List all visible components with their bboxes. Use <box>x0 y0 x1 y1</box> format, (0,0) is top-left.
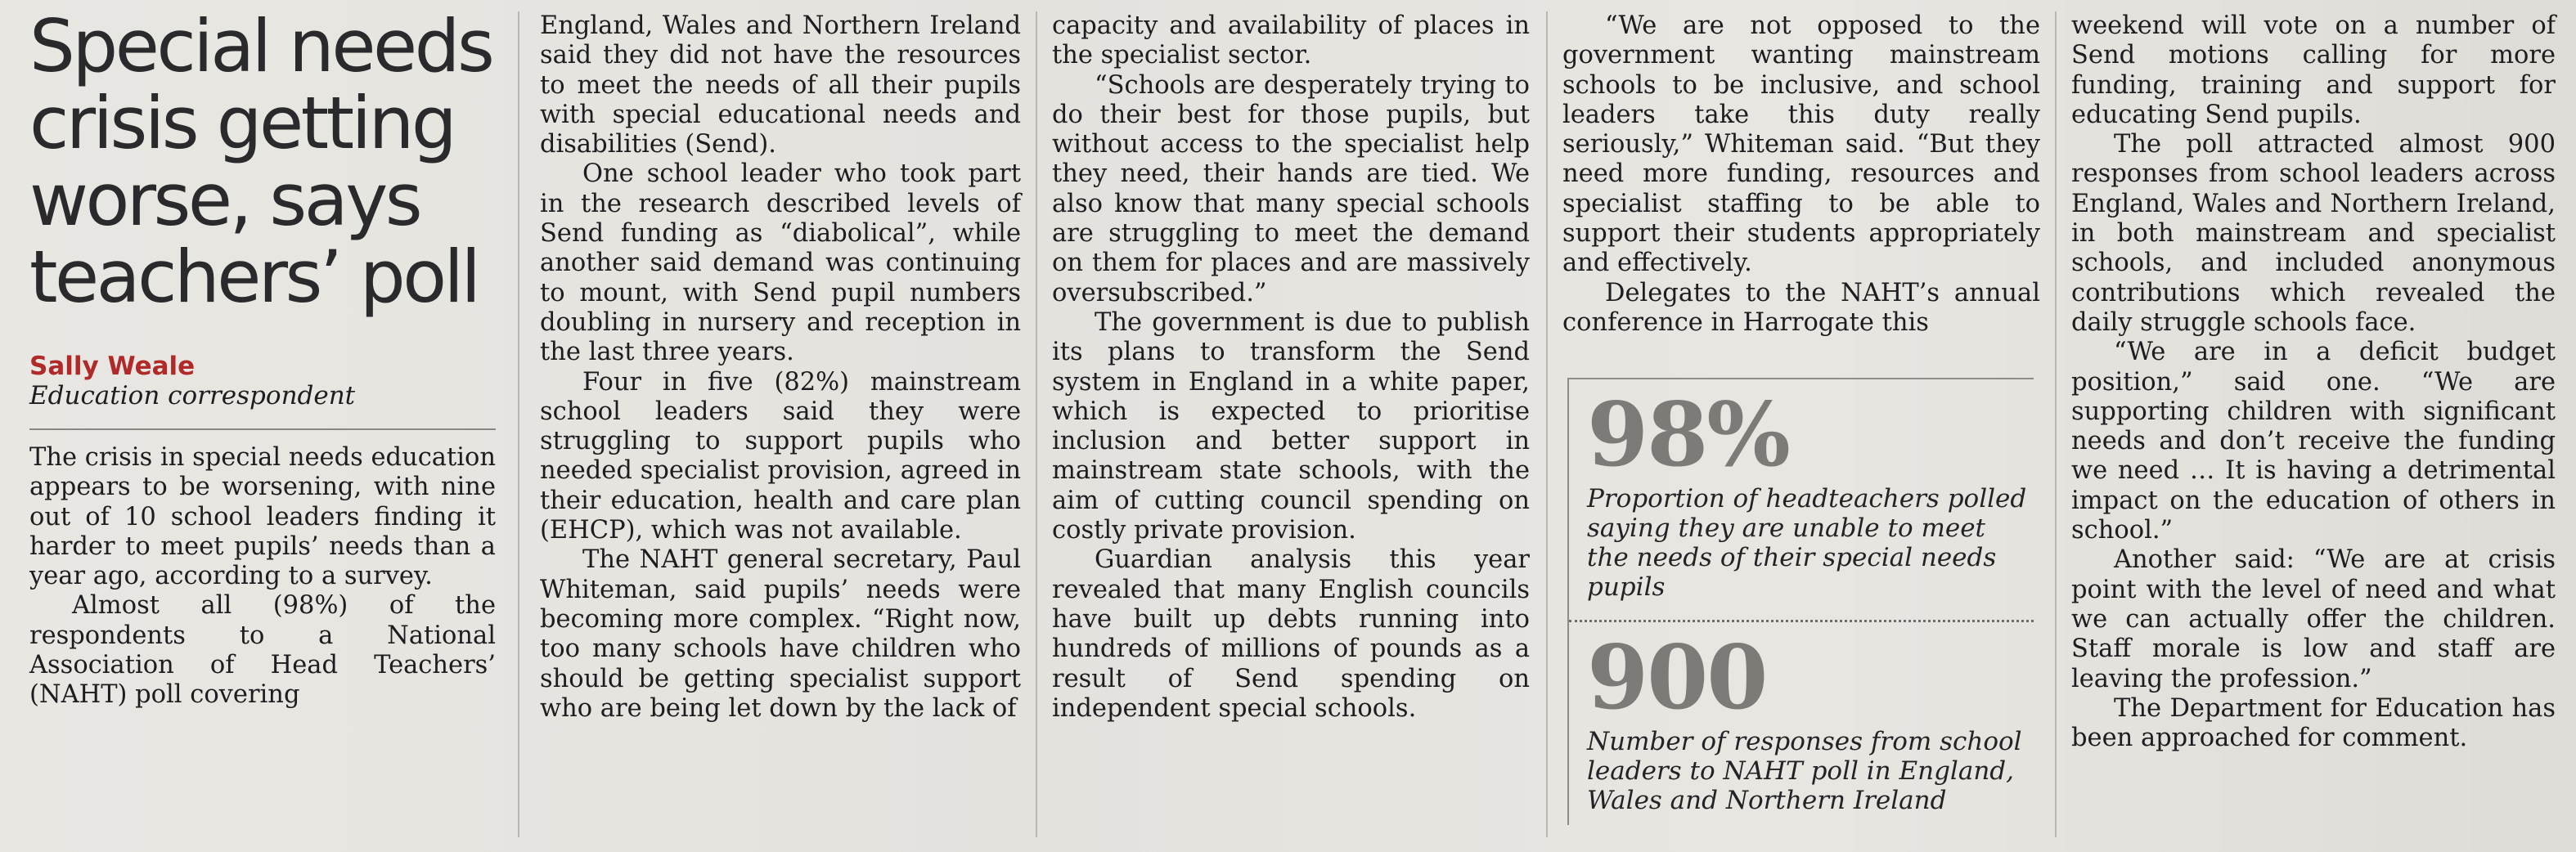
paragraph: “Schools are desperately trying to do their best for those pupils, but without access to the specialist help they need, their hands are tied. We also know that many special schools are struggling to meet the demand on them for places and are massively oversubscribed.” <box>1052 70 1530 307</box>
paragraph: The Department for Education has been approached for comment. <box>2071 693 2556 753</box>
stat-value: 900 <box>1587 626 1767 729</box>
paragraph: “We are in a deficit budget position,” said one. “We are supporting children with significant needs and don’t receive the funding we need … It is having a detrimental impact on the education of others in school.” <box>2071 338 2556 545</box>
column-3 <box>1052 11 1530 724</box>
paragraph: Almost all (98%) of the respondents to a National Association of Head Teachers’ (NAHT) poll covering <box>29 591 496 710</box>
paragraph: The poll attracted almost 900 responses from school leaders across England, Wales and Northern Ireland, in both mainstream and specialist schools, and included anonymous contributions which revealed the daily struggle schools face. <box>2071 130 2556 337</box>
byline-name: Sally Weale <box>29 352 196 381</box>
headline: Special needs crisis getting worse, says teachers’ poll <box>29 4 492 319</box>
paragraph: The government is due to publish its plans to transform the Send system in England in a white paper, which is expected to prioritise inclusion and better support in mainstream state schools, with the aim of cutting council spending on costly private provision. <box>1052 307 1530 545</box>
byline-divider <box>29 428 496 430</box>
column-divider <box>518 11 519 837</box>
column-1 <box>29 4 496 711</box>
paragraph: The NAHT general secretary, Paul Whiteman, said pupils’ needs were becoming more complex. “Right now, too many schools have children who should be getting specialist support who are being let down by the lack of <box>540 545 1021 723</box>
stat-divider <box>1569 620 2034 622</box>
paragraph: England, Wales and Northern Ireland said they did not have the resources to meet the needs of all their pupils with special educational needs and disabilities (Send). <box>540 11 1021 159</box>
paragraph: The crisis in special needs education appears to be worsening, with nine out of 10 school leaders finding it harder to meet pupils’ needs than a year ago, according to a survey. <box>29 443 496 591</box>
column-5 <box>2071 11 2556 753</box>
byline-role: Education correspondent <box>29 381 356 410</box>
paragraph: Another said: “We are at crisis point with the level of need and what we can actually offer the children. Staff morale is low and staff are leaving the profession.” <box>2071 545 2556 693</box>
column-divider <box>2055 11 2057 837</box>
paragraph: Delegates to the NAHT’s annual conference in Harrogate this <box>1562 278 2040 337</box>
column-divider <box>1036 11 1037 837</box>
paragraph: Four in five (82%) mainstream school leaders said they were struggling to support pupils who needed specialist provision, agreed in their education, health and care plan (EHCP), which was not available. <box>540 367 1021 545</box>
stat-caption: Proportion of headteachers polled saying they are unable to meet the needs of their special needs pupils <box>1587 484 2027 602</box>
stat-caption: Number of responses from school leaders to NAHT poll in England, Wales and Northern Ireland <box>1587 727 2022 815</box>
column-2 <box>540 11 1021 724</box>
paragraph: Guardian analysis this year revealed that many English councils have built up debts running into hundreds of millions of pounds as a result of Send spending on independent special schools. <box>1052 545 1530 723</box>
paragraph: One school leader who took part in the research described levels of Send funding as “diabolical”, while another said demand was continuing to mount, with Send pupil numbers doubling in nursery and reception in the last three years. <box>540 159 1021 367</box>
stat-value: 98% <box>1587 383 1789 487</box>
column-4 <box>1562 11 2040 338</box>
stats-panel <box>1567 378 2034 825</box>
paragraph: weekend will vote on a number of Send motions calling for more funding, training and support for educating Send pupils. <box>2071 11 2556 129</box>
paragraph: capacity and availability of places in the specialist sector. <box>1052 11 1530 70</box>
column-divider <box>1546 11 1548 837</box>
paragraph: “We are not opposed to the government wanting mainstream schools to be inclusive, and school leaders take this duty really seriously,” Whiteman said. “But they need more funding, resources and specialist staffing to be able to support their students appropriately and effectively. <box>1562 11 2040 278</box>
